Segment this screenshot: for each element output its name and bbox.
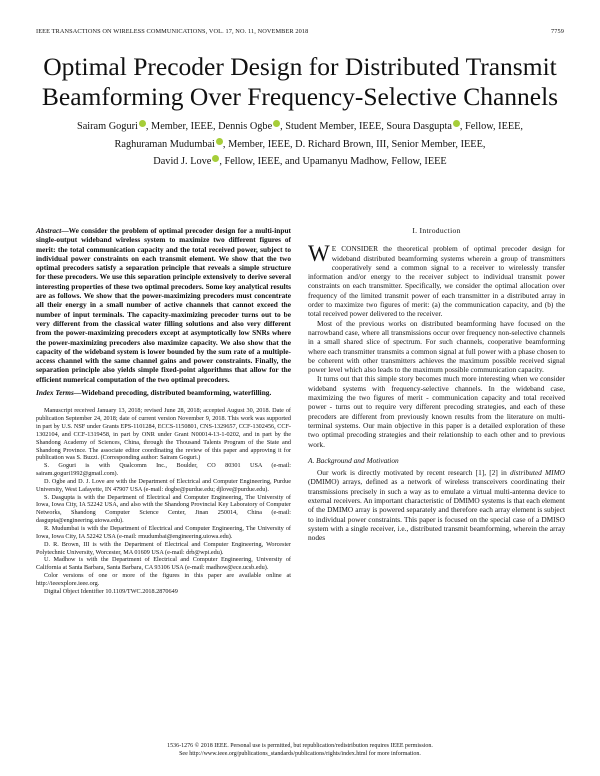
orcid-icon[interactable] bbox=[139, 120, 146, 127]
orcid-icon[interactable] bbox=[453, 120, 460, 127]
footnote-affiliation: R. Mudumbai is with the Department of Electrical and Computer Engineering, The University of Iowa, Iowa City, IA 52242 USA (e-mail: rmudumbai@engineering.uiowa.edu). bbox=[36, 525, 291, 540]
paper-title bbox=[30, 52, 570, 112]
index-terms-text: —Wideband precoding, distributed beamforming, waterfilling. bbox=[73, 388, 272, 398]
copyright-line: 1536-1276 © 2018 IEEE. Personal use is permitted, but republication/redistribution requires IEEE permission. bbox=[167, 743, 433, 749]
intro-paragraph: Most of the previous works on distributed beamforming have focused on the narrowband case, where all transmissions occur over frequency non-selective channels in a small shared slice of spectrum. For such channels, cooperative beamforming where each transmitter transmits a common signal at full power with a phase chosen to be coherent with other transmitters achieves the maximum possible received signal power level which also leads to the maximum possible communication capacity. bbox=[308, 318, 565, 375]
index-terms bbox=[36, 388, 291, 397]
running-header bbox=[36, 28, 564, 35]
title-line-2: Beamforming Over Frequency-Selective Channels bbox=[41, 82, 559, 111]
footnote-affiliation: S. Goguri is with Qualcomm Inc., Boulder, CO 80301 USA (e-mail: sairam.goguri1992@gmail.com). bbox=[36, 462, 291, 478]
author-line-3: David J. Love , Fellow, IEEE, and Upamanyu Madhow, Fellow, IEEE bbox=[153, 156, 447, 167]
abstract-label: Abstract bbox=[36, 226, 62, 235]
footnote-affiliation: D. Ogbe and D. J. Love are with the Department of Electrical and Computer Engineering, Purdue University, West Lafayette, IN 47907 USA (e-mail: dogbe@purdue.edu; djlove@purdue.edu). bbox=[36, 477, 291, 493]
section-heading: I. Introduction bbox=[412, 226, 461, 235]
footnote-affiliation: S. Dasgupta is with the Department of Electrical and Computer Engineering, The University of Iowa, Iowa City, IA 52242 USA, and also with the Shandong Provincial Key Laboratory of Computer Networks, Shandong Computer Science Center, Jinan 250014, China (e-mail: dasgupta@engineering.uiowa.edu). bbox=[36, 493, 291, 525]
footnotes bbox=[36, 407, 291, 595]
orcid-icon[interactable] bbox=[216, 138, 223, 145]
footnote-manuscript: Manuscript received January 13, 2018; revised June 28, 2018; accepted August 30, 2018. Date of publication September 24, 2018; date of current version November 9, 2018. This work was supported in part by U.S. NSF under Grants EPS-1101284, ECCS-1150801, CNS-1329657, CCF-1302456, CCF-1302104, and CCF-1319458, in part by ONR under Grant N00014-13-1-0202, and in part by the Shandong Academy of Sciences, China, through the Thousand Talents Program of the State and Shandong Province. The associate editor coordinating the review of this paper and approving it for publication was S. Buzzi. (Corresponding author: Sairam Goguri.) bbox=[36, 407, 291, 462]
title-line-1: Optimal Precoder Design for Distributed Transmit bbox=[43, 52, 557, 81]
index-terms-label: Index Terms bbox=[36, 388, 74, 398]
page-number: 7759 bbox=[551, 28, 564, 35]
copyright-footer bbox=[0, 742, 600, 758]
subsection-heading: A. Background and Motivation bbox=[308, 455, 399, 465]
intro-paragraph: It turns out that this simple story becomes much more interesting when we consider wideband systems with frequency-selective channels. In the wideband case, maximizing the two figures of merit - communication capacity and total received power - turns out to require very different precoding strategies, and each of these precoders are different from previously known results from the literature on multi-terminal systems. Our main objective in this paper is a detailed exploration of these two optimal precoding strategies and their relationship to each other and to previous work. bbox=[308, 374, 565, 449]
abstract-text: —We consider the problem of optimal precoder design for a multi-input single-output wideband wireless system to maximize two different figures of merit: the total communication capacity and the total received power, subject to individual power constraints on each transmit element. We show that the two optimal precoders satisfy a separation principle that reveals a simple structure for these precoders. We use this separation principle extensively to derive several interesting properties of these two optimal precoders. Some key analytical results are as follows. We show that the power-maximizing precoders must concentrate all their energy in a small number of active channels that cannot exceed the number of input terminals. The capacity-maximizing precoder turns out to be very different from the classical water filling solutions and also very different from the power-maximizing precoders except at asymptotically low SNRs where the power-maximizing precoders also maximize capacity. We also show that the capacity of the wideband system is lower bounded by the sum rate of a multiple-access channel with the same channel gains and power constraints. Finally, the separation principle also yields simple fixed-point algorithms that allow for the efficient numerical computation of the two optimal precoders. bbox=[36, 226, 291, 384]
drop-cap: W bbox=[308, 241, 330, 267]
author-line-2: Raghuraman Mudumbai , Member, IEEE, D. Richard Brown, III, Senior Member, IEEE, bbox=[114, 138, 486, 150]
right-column bbox=[308, 226, 565, 543]
footnote-doi: Digital Object Identifier 10.1109/TWC.2018.2870649 bbox=[44, 587, 178, 595]
left-column bbox=[36, 226, 291, 596]
intro-paragraph: W E CONSIDER the theoretical problem of optimal precoder design for wideband distributed beamforming systems wherein a group of transmitters cooperatively send a common signal to a receiver to wirelessly transfer information and/or energy to the receiver subject to individual transmit power constraints on each transmitter. Specifically, we consider the optimal allocation over frequency of the limited transmit power of each transmitter in a distributed array in order to maximize two figures of merit: (a) the communication capacity, and (b) the total received power delivered to the receiver. bbox=[308, 241, 565, 319]
background-paragraph: Our work is directly motivated by recent research [1], [2] in distributed MIMO (DMIMO) arrays, defined as a network of wireless transceivers coordinating their transmissions precisely in such a way as to emulate a virtual multi-antenna device to external receivers. An important characteristic of DMIMO systems is that each element of the DMIMO array is powered separately and therefore each array element is subject to individual power constraints. This paper is focused on the special case of a DMISO system with a single receiver, i.e., distributed transmit beamforming, wherein the array nodes bbox=[308, 468, 565, 543]
journal-name: IEEE TRANSACTIONS ON WIRELESS COMMUNICATIONS, VOL. 17, NO. 11, NOVEMBER 2018 bbox=[36, 28, 309, 35]
author-list bbox=[30, 118, 570, 171]
author-line-1: Sairam Goguri , Member, IEEE, Dennis Ogbe , Student Member, IEEE, Soura Dasgupta , Fellow, IEEE, bbox=[76, 121, 524, 132]
abstract bbox=[36, 226, 291, 384]
rights-link-line: See http://www.ieee.org/publications_standards/publications/rights/index.html for more information. bbox=[179, 751, 421, 758]
footnote-affiliation: U. Madhow is with the Department of Electrical and Computer Engineering, University of California at Santa Barbara, Santa Barbara, CA 93106 USA (e-mail: madhow@ece.ucsb.edu). bbox=[36, 556, 291, 572]
footnote-color-versions: Color versions of one or more of the figures in this paper are available online at http://ieeexplore.ieee.org. bbox=[36, 572, 291, 587]
footnote-affiliation: D. R. Brown, III is with the Department of Electrical and Computer Engineering, Worcester Polytechnic University, Worcester, MA 01609 USA (e-mail: drb@wpi.edu). bbox=[36, 540, 291, 556]
